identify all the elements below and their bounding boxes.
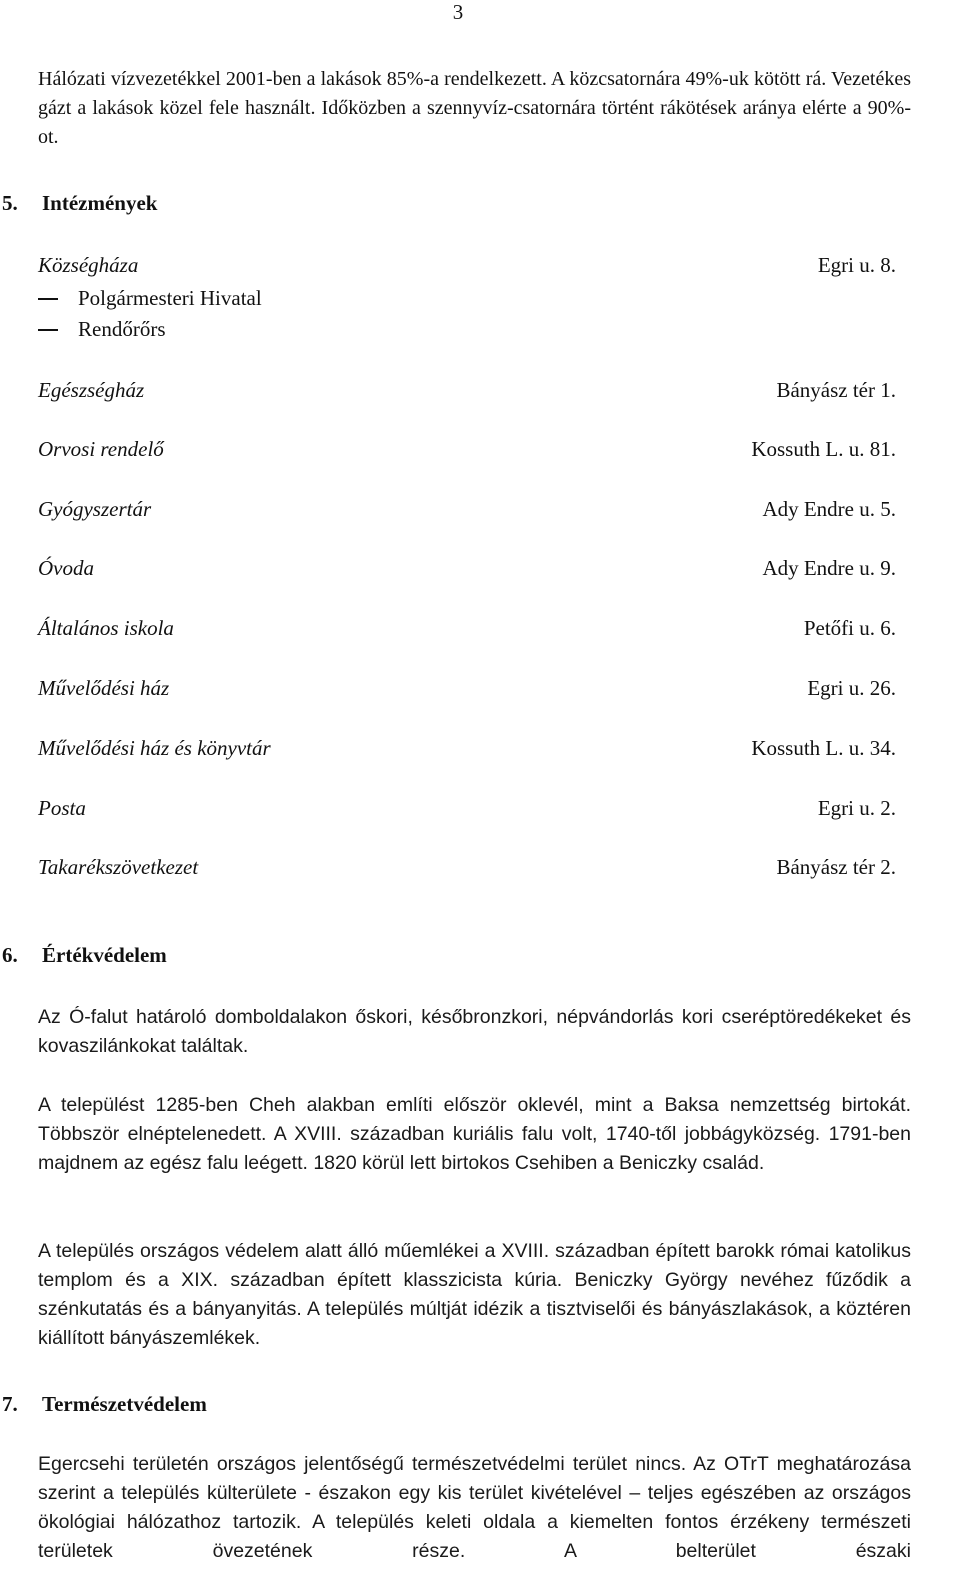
institution-row <box>38 852 896 882</box>
institution-name: Általános iskola <box>38 616 174 640</box>
institution-address: Bányász tér 1. <box>776 378 896 402</box>
institution-row <box>38 553 896 583</box>
heritage-paragraph: Az Ó-falut határoló domboldalakon őskori, későbronzkori, népvándorlás kori cseréptöredékeket és kovaszilánkokat találtak. <box>38 1006 911 1057</box>
section-number: 5. <box>2 191 18 215</box>
section-number: 6. <box>2 943 18 967</box>
institution-row <box>38 375 896 405</box>
institution-name: Művelődési ház és könyvtár <box>38 736 271 760</box>
institution-address: Kossuth L. u. 81. <box>751 437 896 461</box>
heritage-paragraph: A települést 1285-ben Cheh alakban említi először oklevél, mint a Baksa nemzettség birtokát. Többször elnéptelenedett. A XVIII. században kuriális falu volt, 1740-től jobbágyközség. 1791-ben majdnem az egész falu leégett. 1820 körül lett birtokos Csehiben a Beniczky család. <box>38 1094 911 1174</box>
institution-row <box>38 733 896 763</box>
institution-row <box>38 613 896 643</box>
institution-sub-item <box>38 283 262 313</box>
institution-row <box>38 250 896 280</box>
institution-name: Művelődési ház <box>38 676 170 700</box>
nature-paragraph: Egercsehi területén országos jelentőségű természetvédelmi terület nincs. Az OTrT meghatározása szerint a település külterülete - északon egy kis terület kivételével – teljes egészében az országos ökológiai hálózathoz tartozik. A település keleti oldala a kiemelten fontos érzékeny természeti területek övezetének része. A belterület északi <box>38 1453 911 1562</box>
section-title: Természetvédelem <box>42 1392 207 1416</box>
heritage-paragraph: A település országos védelem alatt álló műemlékei a XVIII. században épített barokk római katolikus templom és a XIX. században épített klasszicista kúria. Beniczky György nevéhez fűződik a szénkutatás és a bányanyitás. A település múltját idézik a tisztviselői és bányászlakások, a köztéren kiállított bányászemlékek. <box>38 1240 911 1349</box>
institution-row <box>38 434 896 464</box>
institution-address: Petőfi u. 6. <box>803 616 896 640</box>
section-number: 7. <box>2 1392 18 1416</box>
page-number: 3 <box>452 0 464 24</box>
institution-name: Posta <box>38 796 86 820</box>
institution-name: Gyógyszertár <box>38 497 152 521</box>
sub-item-label: Polgármesteri Hivatal <box>78 286 262 310</box>
institution-row <box>38 494 896 524</box>
institution-address: Kossuth L. u. 34. <box>751 736 896 760</box>
intro-paragraph: Hálózati vízvezetékkel 2001-ben a lakások 85%-a rendelkezett. A közcsatornára 49%-uk kötött rá. Vezetékes gázt a lakások közel fele használt. Időközben a szennyvíz-csatornára történt rákötések aránya elérte a 90%-ot. <box>38 68 911 148</box>
institution-address: Egri u. 26. <box>807 676 896 700</box>
section-title: Értékvédelem <box>42 943 167 967</box>
institution-name: Orvosi rendelő <box>38 437 164 461</box>
institution-address: Ady Endre u. 9. <box>762 556 896 580</box>
dash-icon <box>38 298 58 300</box>
institution-address: Egri u. 8. <box>817 253 896 277</box>
sub-item-label: Rendőrőrs <box>78 317 166 341</box>
institution-name: Egészségház <box>38 378 145 402</box>
institution-name: Óvoda <box>38 556 94 580</box>
institution-sub-item <box>38 314 166 344</box>
institution-address: Egri u. 2. <box>817 796 896 820</box>
institution-name: Takarékszövetkezet <box>38 855 199 879</box>
institution-row <box>38 793 896 823</box>
dash-icon <box>38 329 58 331</box>
section-title: Intézmények <box>42 191 158 215</box>
institution-row <box>38 673 896 703</box>
institution-address: Ady Endre u. 5. <box>762 497 896 521</box>
institution-address: Bányász tér 2. <box>776 855 896 879</box>
institution-name: Községháza <box>38 253 139 277</box>
